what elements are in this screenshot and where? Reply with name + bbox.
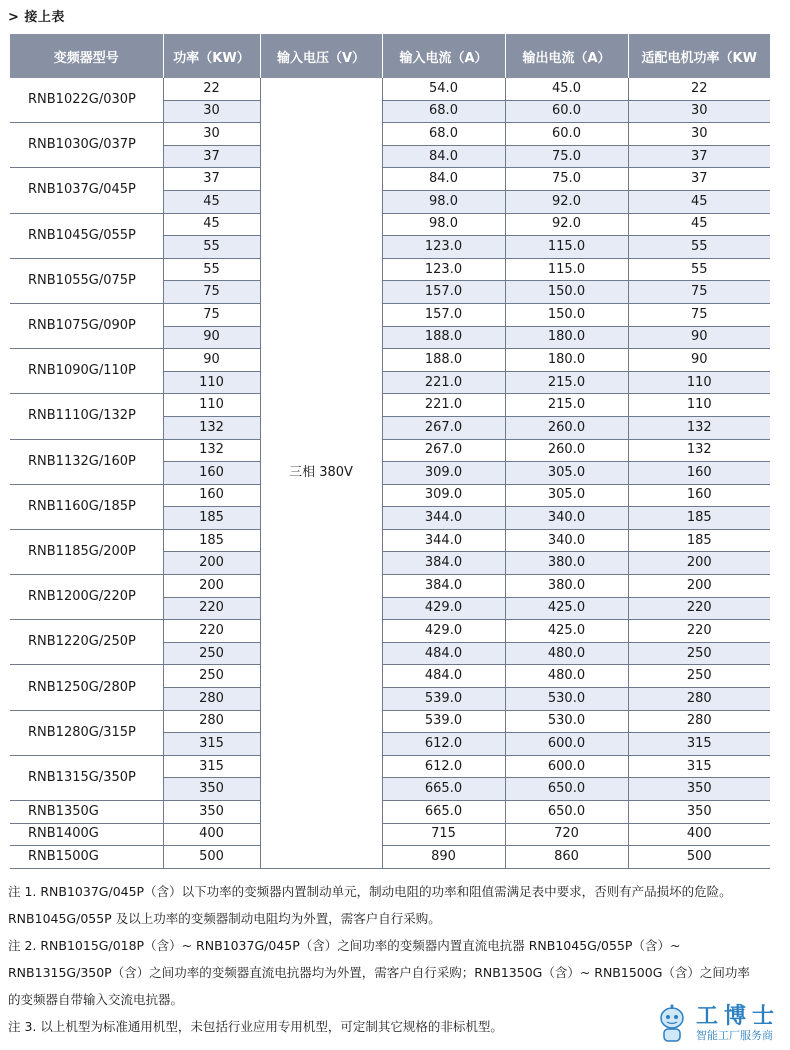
model-cell: RNB1500G bbox=[10, 846, 163, 869]
input-current-cell: 54.0 bbox=[382, 78, 505, 100]
power-cell: 160 bbox=[163, 484, 260, 507]
power-cell: 280 bbox=[163, 710, 260, 733]
table-body bbox=[10, 78, 770, 868]
output-current-cell: 92.0 bbox=[505, 213, 628, 236]
motor-power-cell: 220 bbox=[628, 597, 770, 620]
table-row bbox=[10, 303, 770, 326]
output-current-cell: 150.0 bbox=[505, 281, 628, 304]
motor-power-cell: 160 bbox=[628, 484, 770, 507]
power-cell: 132 bbox=[163, 439, 260, 462]
power-cell: 75 bbox=[163, 303, 260, 326]
output-current-cell: 340.0 bbox=[505, 507, 628, 530]
note-line: 注 2. RNB1015G/018P（含）~ RNB1037G/045P（含）之间功率的变频器内置直流电抗器 RNB1045G/055P（含）~ bbox=[8, 938, 681, 953]
power-cell: 75 bbox=[163, 281, 260, 304]
power-cell: 30 bbox=[163, 100, 260, 123]
input-current-cell: 123.0 bbox=[382, 236, 505, 259]
input-current-cell: 84.0 bbox=[382, 145, 505, 168]
output-current-cell: 260.0 bbox=[505, 439, 628, 462]
power-cell: 45 bbox=[163, 190, 260, 213]
watermark bbox=[654, 1004, 780, 1044]
table-row bbox=[10, 846, 770, 869]
motor-power-cell: 75 bbox=[628, 303, 770, 326]
motor-power-cell: 55 bbox=[628, 258, 770, 281]
power-cell: 400 bbox=[163, 823, 260, 846]
power-cell: 350 bbox=[163, 778, 260, 801]
input-current-cell: 309.0 bbox=[382, 462, 505, 485]
column-header: 输出电流（A） bbox=[505, 34, 628, 78]
motor-power-cell: 30 bbox=[628, 123, 770, 146]
power-cell: 37 bbox=[163, 168, 260, 191]
model-cell: RNB1220G/250P bbox=[10, 620, 163, 665]
power-cell: 90 bbox=[163, 326, 260, 349]
power-cell: 45 bbox=[163, 213, 260, 236]
table-row bbox=[10, 575, 770, 598]
output-current-cell: 650.0 bbox=[505, 801, 628, 824]
input-current-cell: 429.0 bbox=[382, 597, 505, 620]
model-cell: RNB1132G/160P bbox=[10, 439, 163, 484]
output-current-cell: 150.0 bbox=[505, 303, 628, 326]
column-header: 输入电压（V） bbox=[260, 34, 382, 78]
input-current-cell: 384.0 bbox=[382, 575, 505, 598]
output-current-cell: 380.0 bbox=[505, 575, 628, 598]
power-cell: 132 bbox=[163, 416, 260, 439]
power-cell: 220 bbox=[163, 597, 260, 620]
output-current-cell: 215.0 bbox=[505, 371, 628, 394]
output-current-cell: 215.0 bbox=[505, 394, 628, 417]
input-current-cell: 384.0 bbox=[382, 552, 505, 575]
input-current-cell: 539.0 bbox=[382, 710, 505, 733]
model-cell: RNB1350G bbox=[10, 801, 163, 824]
output-current-cell: 480.0 bbox=[505, 665, 628, 688]
power-cell: 185 bbox=[163, 507, 260, 530]
output-current-cell: 180.0 bbox=[505, 326, 628, 349]
input-current-cell: 665.0 bbox=[382, 778, 505, 801]
output-current-cell: 60.0 bbox=[505, 123, 628, 146]
output-current-cell: 260.0 bbox=[505, 416, 628, 439]
motor-power-cell: 400 bbox=[628, 823, 770, 846]
power-cell: 250 bbox=[163, 665, 260, 688]
input-current-cell: 221.0 bbox=[382, 394, 505, 417]
input-current-cell: 484.0 bbox=[382, 642, 505, 665]
motor-power-cell: 160 bbox=[628, 462, 770, 485]
output-current-cell: 425.0 bbox=[505, 597, 628, 620]
input-current-cell: 157.0 bbox=[382, 281, 505, 304]
power-cell: 500 bbox=[163, 846, 260, 869]
input-current-cell: 344.0 bbox=[382, 507, 505, 530]
table-row bbox=[10, 439, 770, 462]
input-current-cell: 98.0 bbox=[382, 190, 505, 213]
power-cell: 250 bbox=[163, 642, 260, 665]
note-line: RNB1315G/350P（含）之间功率的变频器直流电抗器均为外置，需客户自行采购；RNB1350G（含）~ RNB1500G（含）之间功率 bbox=[8, 965, 750, 980]
voltage-cell: 三相 380V bbox=[260, 78, 382, 868]
table-row bbox=[10, 529, 770, 552]
input-current-cell: 157.0 bbox=[382, 303, 505, 326]
table-row bbox=[10, 78, 770, 100]
table-row bbox=[10, 349, 770, 372]
output-current-cell: 425.0 bbox=[505, 620, 628, 643]
note-line: RNB1045G/055P 及以上功率的变频器制动电阻均为外置，需客户自行采购。 bbox=[8, 911, 441, 926]
motor-power-cell: 55 bbox=[628, 236, 770, 259]
table-row bbox=[10, 755, 770, 778]
input-current-cell: 890 bbox=[382, 846, 505, 869]
motor-power-cell: 45 bbox=[628, 213, 770, 236]
output-current-cell: 380.0 bbox=[505, 552, 628, 575]
output-current-cell: 115.0 bbox=[505, 236, 628, 259]
output-current-cell: 530.0 bbox=[505, 688, 628, 711]
output-current-cell: 860 bbox=[505, 846, 628, 869]
power-cell: 280 bbox=[163, 688, 260, 711]
table-row bbox=[10, 620, 770, 643]
input-current-cell: 221.0 bbox=[382, 371, 505, 394]
model-cell: RNB1075G/090P bbox=[10, 303, 163, 348]
motor-power-cell: 90 bbox=[628, 349, 770, 372]
table-row bbox=[10, 213, 770, 236]
motor-power-cell: 500 bbox=[628, 846, 770, 869]
power-cell: 185 bbox=[163, 529, 260, 552]
motor-power-cell: 75 bbox=[628, 281, 770, 304]
power-cell: 110 bbox=[163, 371, 260, 394]
output-current-cell: 92.0 bbox=[505, 190, 628, 213]
output-current-cell: 305.0 bbox=[505, 462, 628, 485]
output-current-cell: 650.0 bbox=[505, 778, 628, 801]
table-row bbox=[10, 394, 770, 417]
motor-power-cell: 200 bbox=[628, 575, 770, 598]
motor-power-cell: 90 bbox=[628, 326, 770, 349]
motor-power-cell: 45 bbox=[628, 190, 770, 213]
output-current-cell: 530.0 bbox=[505, 710, 628, 733]
input-current-cell: 68.0 bbox=[382, 123, 505, 146]
table-row bbox=[10, 710, 770, 733]
column-header: 输入电流（A） bbox=[382, 34, 505, 78]
watermark-brand: 工博士 bbox=[695, 1004, 780, 1029]
input-current-cell: 612.0 bbox=[382, 733, 505, 756]
motor-power-cell: 250 bbox=[628, 665, 770, 688]
model-cell: RNB1315G/350P bbox=[10, 755, 163, 800]
page-title: > 接上表 bbox=[8, 10, 65, 25]
input-current-cell: 665.0 bbox=[382, 801, 505, 824]
table-row bbox=[10, 801, 770, 824]
power-cell: 55 bbox=[163, 258, 260, 281]
table-row bbox=[10, 168, 770, 191]
motor-power-cell: 22 bbox=[628, 78, 770, 100]
input-current-cell: 715 bbox=[382, 823, 505, 846]
power-cell: 220 bbox=[163, 620, 260, 643]
motor-power-cell: 110 bbox=[628, 394, 770, 417]
motor-power-cell: 250 bbox=[628, 642, 770, 665]
table-row bbox=[10, 258, 770, 281]
motor-power-cell: 37 bbox=[628, 168, 770, 191]
table-row bbox=[10, 665, 770, 688]
model-cell: RNB1160G/185P bbox=[10, 484, 163, 529]
motor-power-cell: 185 bbox=[628, 529, 770, 552]
input-current-cell: 123.0 bbox=[382, 258, 505, 281]
table-header-row bbox=[10, 34, 770, 78]
motor-power-cell: 350 bbox=[628, 778, 770, 801]
input-current-cell: 309.0 bbox=[382, 484, 505, 507]
power-cell: 90 bbox=[163, 349, 260, 372]
output-current-cell: 75.0 bbox=[505, 168, 628, 191]
input-current-cell: 68.0 bbox=[382, 100, 505, 123]
motor-power-cell: 220 bbox=[628, 620, 770, 643]
input-current-cell: 267.0 bbox=[382, 439, 505, 462]
note-line: 注 3. 以上机型为标准通用机型，未包括行业应用专用机型，可定制其它规格的非标机型。 bbox=[8, 1019, 503, 1034]
motor-power-cell: 315 bbox=[628, 755, 770, 778]
motor-power-cell: 37 bbox=[628, 145, 770, 168]
model-cell: RNB1400G bbox=[10, 823, 163, 846]
model-cell: RNB1280G/315P bbox=[10, 710, 163, 755]
column-header: 适配电机功率（KW bbox=[628, 34, 770, 78]
motor-power-cell: 132 bbox=[628, 416, 770, 439]
input-current-cell: 344.0 bbox=[382, 529, 505, 552]
model-cell: RNB1250G/280P bbox=[10, 665, 163, 710]
motor-power-cell: 315 bbox=[628, 733, 770, 756]
output-current-cell: 720 bbox=[505, 823, 628, 846]
input-current-cell: 188.0 bbox=[382, 349, 505, 372]
motor-power-cell: 110 bbox=[628, 371, 770, 394]
model-cell: RNB1110G/132P bbox=[10, 394, 163, 439]
power-cell: 315 bbox=[163, 755, 260, 778]
model-cell: RNB1030G/037P bbox=[10, 123, 163, 168]
input-current-cell: 267.0 bbox=[382, 416, 505, 439]
output-current-cell: 340.0 bbox=[505, 529, 628, 552]
output-current-cell: 60.0 bbox=[505, 100, 628, 123]
output-current-cell: 45.0 bbox=[505, 78, 628, 100]
model-cell: RNB1200G/220P bbox=[10, 575, 163, 620]
power-cell: 22 bbox=[163, 78, 260, 100]
power-cell: 350 bbox=[163, 801, 260, 824]
watermark-subtitle: 智能工厂服务商 bbox=[695, 1029, 773, 1042]
model-cell: RNB1022G/030P bbox=[10, 78, 163, 123]
motor-power-cell: 280 bbox=[628, 710, 770, 733]
power-cell: 160 bbox=[163, 462, 260, 485]
power-cell: 200 bbox=[163, 552, 260, 575]
power-cell: 200 bbox=[163, 575, 260, 598]
motor-power-cell: 200 bbox=[628, 552, 770, 575]
motor-power-cell: 30 bbox=[628, 100, 770, 123]
input-current-cell: 539.0 bbox=[382, 688, 505, 711]
model-cell: RNB1090G/110P bbox=[10, 349, 163, 394]
table-row bbox=[10, 484, 770, 507]
motor-power-cell: 350 bbox=[628, 801, 770, 824]
motor-power-cell: 132 bbox=[628, 439, 770, 462]
note-line: 注 1. RNB1037G/045P（含）以下功率的变频器内置制动单元，制动电阻的功率和阻值需满足表中要求，否则有产品损坏的危险。 bbox=[8, 884, 732, 899]
output-current-cell: 75.0 bbox=[505, 145, 628, 168]
output-current-cell: 305.0 bbox=[505, 484, 628, 507]
spec-table bbox=[10, 34, 770, 869]
output-current-cell: 480.0 bbox=[505, 642, 628, 665]
robot-mascot-icon bbox=[654, 1004, 690, 1044]
input-current-cell: 429.0 bbox=[382, 620, 505, 643]
model-cell: RNB1055G/075P bbox=[10, 258, 163, 303]
motor-power-cell: 185 bbox=[628, 507, 770, 530]
power-cell: 110 bbox=[163, 394, 260, 417]
note-line: 的变频器自带输入交流电抗器。 bbox=[8, 992, 184, 1007]
output-current-cell: 180.0 bbox=[505, 349, 628, 372]
column-header: 变频器型号 bbox=[10, 34, 163, 78]
input-current-cell: 98.0 bbox=[382, 213, 505, 236]
model-cell: RNB1037G/045P bbox=[10, 168, 163, 213]
power-cell: 55 bbox=[163, 236, 260, 259]
input-current-cell: 484.0 bbox=[382, 665, 505, 688]
model-cell: RNB1185G/200P bbox=[10, 529, 163, 574]
input-current-cell: 612.0 bbox=[382, 755, 505, 778]
power-cell: 315 bbox=[163, 733, 260, 756]
column-header: 功率（KW） bbox=[163, 34, 260, 78]
table-row bbox=[10, 123, 770, 146]
motor-power-cell: 280 bbox=[628, 688, 770, 711]
input-current-cell: 84.0 bbox=[382, 168, 505, 191]
output-current-cell: 115.0 bbox=[505, 258, 628, 281]
output-current-cell: 600.0 bbox=[505, 733, 628, 756]
power-cell: 30 bbox=[163, 123, 260, 146]
model-cell: RNB1045G/055P bbox=[10, 213, 163, 258]
input-current-cell: 188.0 bbox=[382, 326, 505, 349]
output-current-cell: 600.0 bbox=[505, 755, 628, 778]
power-cell: 37 bbox=[163, 145, 260, 168]
table-row bbox=[10, 823, 770, 846]
